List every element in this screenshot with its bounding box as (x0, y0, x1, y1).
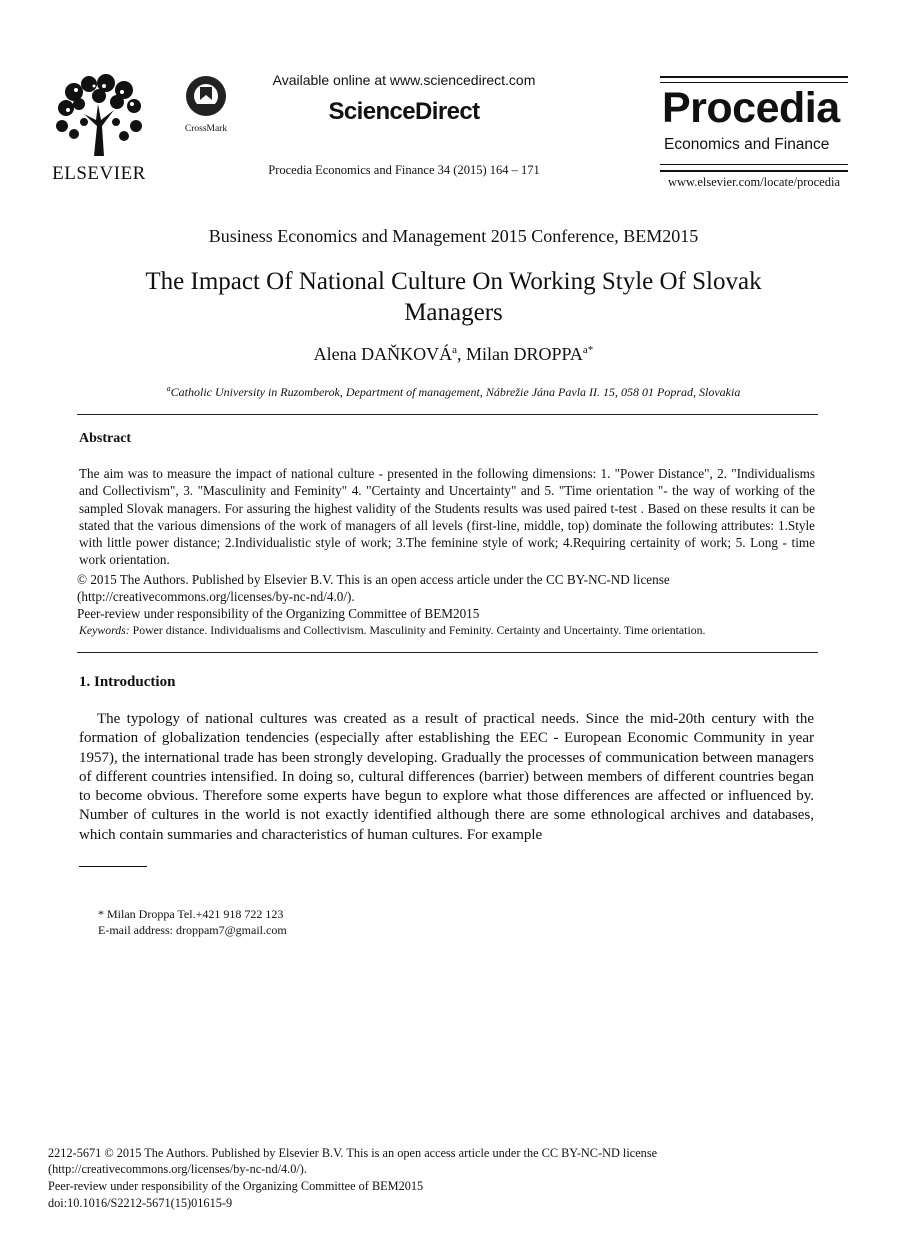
section-body: The typology of national cultures was created as a result of practical needs. Since the mid-20th century with the formation of globalization tendencies (especially after establishing the EEC - European Economic Community in year 1957), the international trade has been strongly developing. Gradually the processes of communication between managers of different countries intensified. In doing so, cultural differences (barrier) between members of different countries began to become obvious. Therefore some experts have begun to explore what those differences are affected or influenced by. Number of cultures in the world is not exactly identified although there are some ethnological archives and databases, which contain summaries and characteristics of human cultures. For example (79, 711, 814, 843)
author-name: Alena DAŇKOVÁ (313, 344, 453, 364)
footnote-email: E-mail address: droppam7@gmail.com (98, 923, 287, 937)
elsevier-tree-icon (54, 74, 144, 156)
footer-doi[interactable]: doi:10.1016/S2212-5671(15)01615-9 (48, 1196, 233, 1210)
author-affiliation-mark: a (452, 344, 458, 356)
keywords-label: Keywords: (79, 623, 130, 637)
footer-peer-review: Peer-review under responsibility of the Organizing Committee of BEM2015 (48, 1179, 424, 1193)
copyright-line: © 2015 The Authors. Published by Elsevier B.V. This is an open access article under the CC BY-NC-ND license (77, 572, 670, 587)
article-title: The Impact Of National Culture On Working Style Of Slovak Managers (145, 268, 762, 326)
divider (77, 652, 818, 653)
keywords-text: Power distance. Individualisms and Collectivism. Masculinity and Feminity. Certainty and Uncertainty. Time orientation. (129, 623, 706, 637)
procedia-url[interactable]: www.elsevier.com/locate/procedia (667, 175, 841, 189)
footnote-contact: * Milan Droppa Tel.+421 918 722 123 (98, 907, 284, 921)
elsevier-logo (50, 74, 148, 184)
keywords (79, 622, 815, 638)
author-affiliation-mark: a* (582, 344, 594, 356)
crossmark-label: CrossMark (184, 124, 228, 134)
procedia-logo: Procedia (662, 84, 840, 132)
procedia-subtitle: Economics and Finance (664, 136, 830, 153)
elsevier-wordmark: ELSEVIER (52, 163, 146, 184)
license-link[interactable]: (http://creativecommons.org/licenses/by-nc-nd/4.0/). (77, 589, 355, 604)
abstract-body: The aim was to measure the impact of national culture - presented in the following dimensions: 1. "Power Distance", 2. "Individualisms and Collectivism", 3. "Masculinity and Feminity" 4. "Certainty and Uncertainty" and 5. "Time orientation "- the way of working of the sampled Slovak managers. For assuring the highest validity of the Students results was used paired t-test . Based on these results it can be stated that the various dimensions of the work of managers of all levels (first-line, middle, top) dominate the following attributes: 1.Style with little power distance; 2.Individualistic style of work; 3.The feminine style of work; 4.Requiring certainity of work; 5. Long - time work orientation. (79, 466, 815, 568)
available-online-text: Available online at www.sciencedirect.com (272, 72, 536, 88)
procedia-rule (660, 76, 848, 78)
section-heading: 1. Introduction (79, 674, 176, 690)
peer-review-line: Peer-review under responsibility of the Organizing Committee of BEM2015 (77, 606, 480, 621)
sciencedirect-logo: ScienceDirect (328, 98, 480, 125)
footnote-rule (79, 866, 147, 867)
crossmark-logo[interactable] (176, 74, 236, 134)
journal-citation: Procedia Economics and Finance 34 (2015) 164 – 171 (268, 163, 540, 177)
affiliation (0, 384, 907, 400)
footer-issn-line: 2212-5671 © 2015 The Authors. Published by Elsevier B.V. This is an open access article under the CC BY-NC-ND license (48, 1146, 658, 1160)
divider (77, 414, 818, 415)
affiliation-text: Catholic University in Ruzomberok, Department of management, Nábrežie Jána Pavla II. 15, 058 01 Poprad, Slovakia (170, 385, 741, 399)
procedia-rule (660, 164, 848, 165)
author-name: Milan DROPPA (466, 344, 583, 364)
affiliation-mark: a (166, 384, 171, 393)
conference-name: Business Economics and Management 2015 Conference, BEM2015 (208, 226, 699, 246)
footer-license-link[interactable]: (http://creativecommons.org/licenses/by-nc-nd/4.0/). (48, 1162, 307, 1176)
procedia-rule (660, 170, 848, 172)
abstract-heading: Abstract (79, 431, 132, 446)
author-separator: , (457, 344, 467, 364)
crossmark-icon (184, 74, 228, 118)
authors (0, 344, 907, 365)
